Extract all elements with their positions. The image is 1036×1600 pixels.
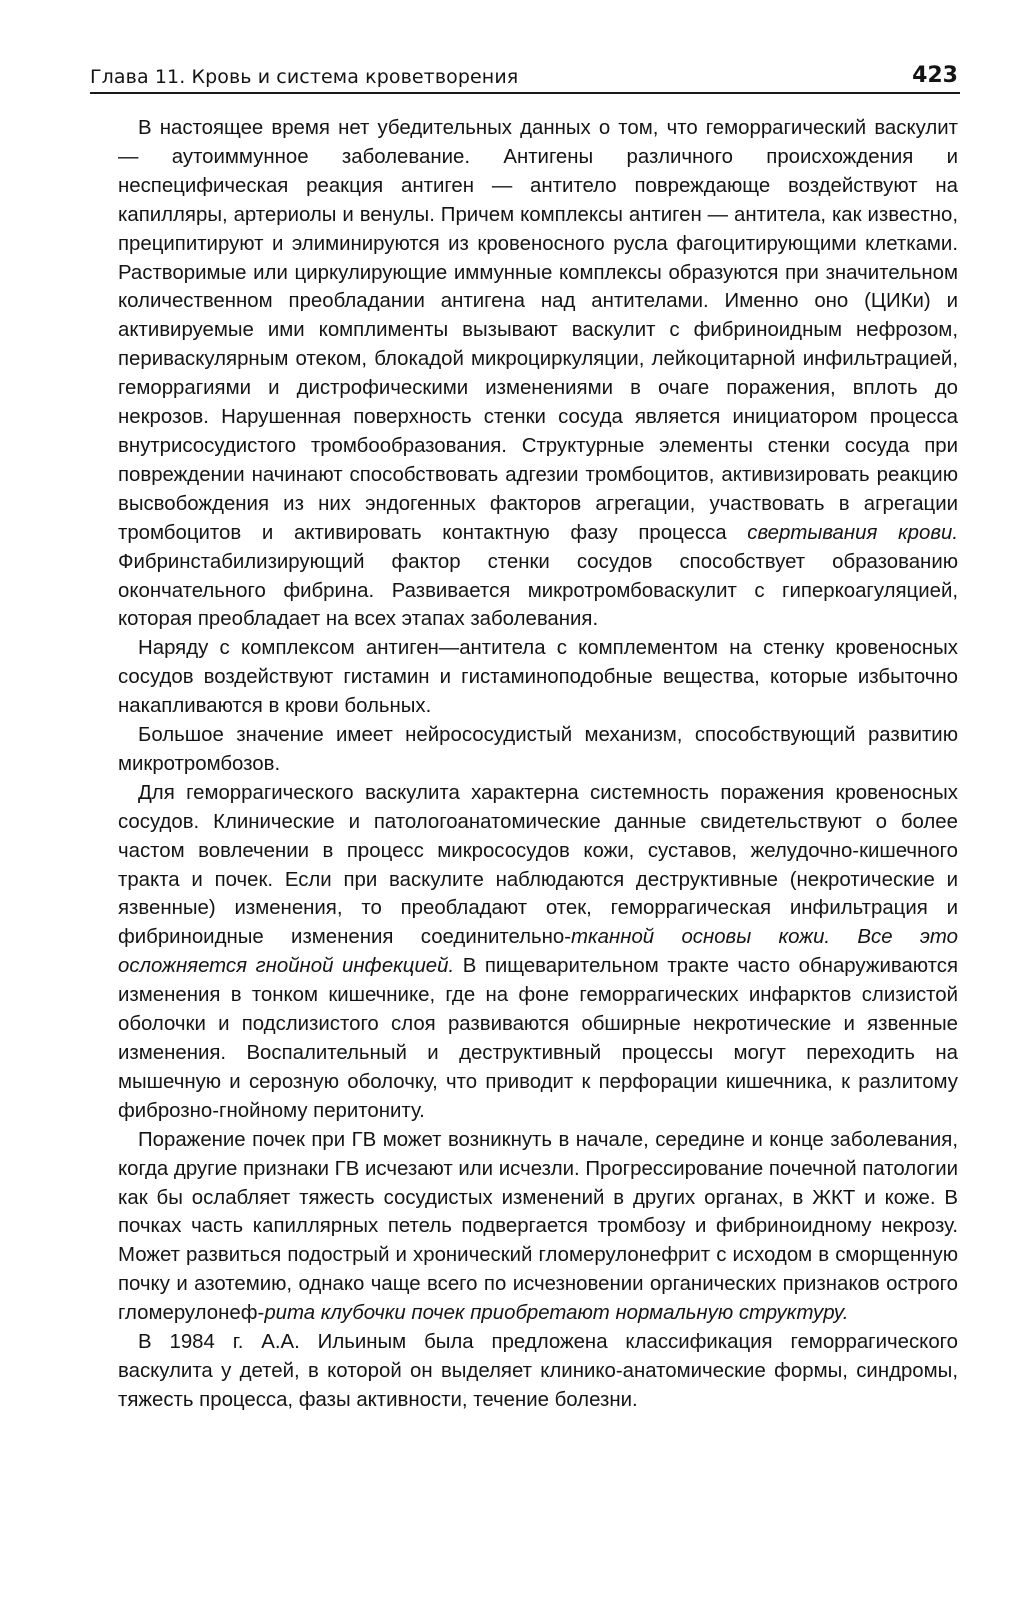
paragraph-text: В пищеварительном тракте часто обнаруживаются изменения в тонком кишечнике, где на фоне геморрагических инфарктов слизистой оболочки и подслизистого слоя развиваются обширные некротические и язвенные изменения. Воспалительный и деструктивный процессы могут переходить на мышечную и серозную оболочку, что приводит к перфорации кишечника, к разлитому фиброзно-гнойному перитониту.	[118, 955, 958, 1122]
italic-phrase: рита клубочки почек приобретают нормальную структуру.	[264, 1302, 849, 1325]
paragraph-text: Большое значение имеет нейрососудистый механизм, способствующий развитию микротромбозов.	[118, 724, 958, 775]
paragraph-kidney-damage	[118, 1126, 958, 1328]
paragraph-pathogenesis	[118, 114, 958, 634]
paragraph-text: Фибринстабилизирующий фактор стенки сосудов способствует образованию окончательного фибрина. Развивается микротромбоваскулит с гиперкоагуляцией, которая преобладает на всех этапах заболевания.	[118, 550, 958, 631]
paragraph-neurovascular	[118, 721, 958, 779]
paragraph-systemic-lesions	[118, 779, 958, 1126]
paragraph-text: В 1984 г. А.А. Ильиным была предложена классификация геморрагического васкулита у детей, в которой он выделяет клинико-анатомические формы, синдромы, тяжесть процесса, фазы активности, течение болезни.	[118, 1331, 958, 1411]
running-head	[90, 52, 960, 94]
italic-phrase: тканной основы кожи. Все это осложняется гнойной инфекцией.	[118, 926, 958, 978]
book-page	[90, 52, 960, 1415]
paragraph-histamine	[118, 634, 958, 721]
paragraph-text: Для геморрагического васкулита характерна системность поражения кровеносных сосудов. Клинические и патологоанатомические данные свидетельствуют о более частом вовлечении в процесс микрососудов кожи, суставов, желудочно-кишечного тракта и почек. Если при васкулите наблюдаются деструктивные (некротические и язвенные) изменения, то преобладают отек, геморрагическая инфильтрация и фибриноидные изменения соединительно-	[118, 781, 958, 949]
body-text	[90, 114, 958, 1415]
italic-phrase: свертывания крови.	[747, 521, 958, 544]
paragraph-classification	[118, 1328, 958, 1415]
paragraph-text: Поражение почек при ГВ может возникнуть в начале, середине и конце заболевания, когда другие признаки ГВ исчезают или исчезли. Прогрессирование почечной патологии как бы ослабляет тяжесть сосудистых изменений в других органах, в ЖКТ и коже. В почках часть капиллярных петель подвергается тромбозу и фибриноидному некрозу. Может развиться подострый и хронический гломерулонефрит с исходом в сморщенную почку и азотемию, однако чаще всего по исчезновении органических признаков острого гломерулонеф-	[118, 1128, 958, 1325]
running-title: Глава 11. Кровь и система кроветворения	[90, 66, 519, 88]
page-number: 423	[912, 63, 958, 88]
paragraph-text: Наряду с комплексом антиген—антитела с комплементом на стенку кровеносных сосудов воздействуют гистамин и гистаминоподобные вещества, которые избыточно накапливаются в крови больных.	[118, 637, 958, 718]
paragraph-text: В настоящее время нет убедительных данных о том, что геморрагический васкулит — аутоиммунное заболевание. Антигены различного происхождения и неспецифическая реакция антиген — антитело повреждающе воздействуют на капилляры, артериолы и венулы. Причем комплексы антиген — антитела, как известно, преципитируют и элиминируются из кровеносного русла фагоцитирующими клетками. Растворимые или циркулирующие иммунные комплексы образуются при значительном количественном преобладании антигена над антителами. Именно оно (ЦИКи) и активируемые ими комплименты вызывают васкулит с фибриноидным нефрозом, периваскулярным отеком, блокадой микроциркуляции, лейкоцитарной инфильтрацией, геморрагиями и дистрофическими изменениями в очаге поражения, вплоть до некрозов. Нарушенная поверхность стенки сосуда является инициатором процесса внутрисосудистого тромбообразования. Структурные элементы стенки сосуда при повреждении начинают способствовать адгезии тромбоцитов, активизировать реакцию высвобождения из них эндогенных факторов агрегации, участвовать в агрегации тромбоцитов и активировать контактную фазу процесса	[118, 117, 958, 544]
